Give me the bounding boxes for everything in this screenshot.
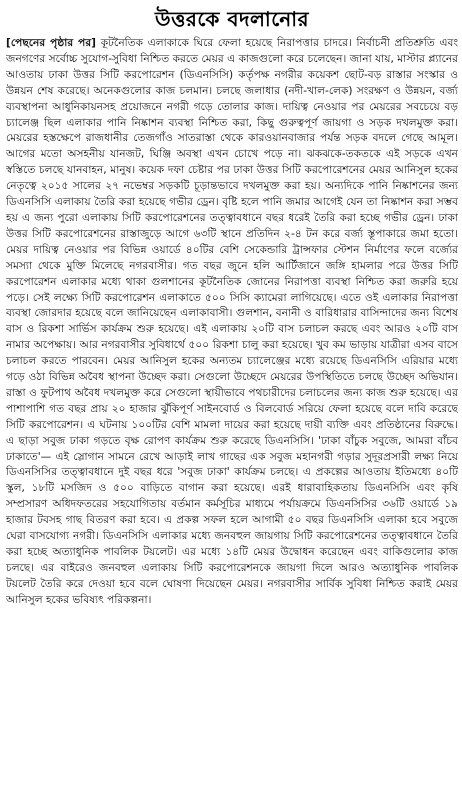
- article-body: [6, 36, 458, 802]
- continuation-tag: [পেছনের পৃষ্ঠার পর]: [6, 37, 96, 49]
- article-text: কূটনৈতিক এলাকাকে ঘিরে ফেলা হয়েছে নিরাপত্তার চাদরে। নির্বাচনী প্রতিশ্রুতি এবং জনগণের সর্বোচ্চ সুযোগ-সুবিধা নিশ্চিত করতে মেয়র এ কাজগুলো করে চলেছেন। জানা যায়, মাস্টার প্ল্যানের আওতায় ঢাকা উত্তর সিটি করপোরেশন (ডিএনসিসি) কর্তৃপক্ষ নগরীর কয়েকশ ছোট-বড় রাস্তার সংস্কার ও উন্নয়ন শেষ করেছে। অনেকগুলোর কাজ চলমান। চলছে জলাধার (নদী-খাল-লেক) সংরক্ষণ ও উন্নয়ন, বর্জ্য ব্যবস্থাপনা আধুনিকায়নসহ প্রয়োজনে নগরী গড়ে তোলার কাজ। দায়িত্ব নেওয়ার পর মেয়রের সবচেয়ে বড় চ্যালেঞ্জ ছিল এলাকার পানি নিষ্কাশন ব্যবস্থা নিশ্চিত করা, কিছু গুরুত্বপূর্ণ জায়গা ও সড়ক দখলমুক্ত করা। মেয়রের হস্তক্ষেপে রাজধানীর তেজগাঁও সাতরাস্তা থেকে কারওয়ানবাজার পর্যন্ত সড়ক বদলে গেছে আমূল। আগের মতো অসহনীয় যানজট, ঘিঞ্জি অবস্থা এখন চোখে পড়ে না। ঝকঝকে-তকতকে এই সড়কে এখন স্বস্তিতে চলছে যানবাহন, মানুষ। কয়েক দফা চেষ্টার পর ঢাকা উত্তর সিটি করপোরেশনের মেয়র আনিসুল হকের নেতৃত্বে ২০১৫ সালের ২৭ নভেম্বর সড়কটি চূড়ান্তভাবে দখলমুক্ত করা হয়। অন্যদিকে পানি নিষ্কাশনের জন্য ডিএনসিসি এলাকায় তৈরি করা হয়েছে গভীর ড্রেন। বৃষ্টি হলে পানি জমার আগেই যেন তা নিষ্কাশন করা সম্ভব হয় এ জন্য পুরো এলাকায় সিটি করপোরেশনের তত্ত্বাবধানে বছর ধরেই তৈরি করা হচ্ছে গভীর ড্রেন। ঢাকা উত্তর সিটি করপোরেশনের রাস্তাজুড়ে আগে ৬৩টি স্থানে প্রতিদিন ২-৪ টন করে বর্জ্য স্তূপাকারে জমা হতো। মেয়র দায়িত্ব নেওয়ার পর বিভিন্ন ওয়ার্ডে ৪০টির বেশি সেকেন্ডারি ট্রান্সফার স্টেশন নির্মাণের ফলে বর্জ্যের সমস্যা থেকে মুক্তি মিলেছে নগরবাসীর। গত বছর জুনে হলি আর্টিজানে জঙ্গি হামলার পরে উত্তর সিটি করপোরেশন এলাকার মধ্যে থাকা গুলশানের কূটনৈতিক জোনের নিরাপত্তা ব্যবস্থা নিশ্চিত করা জরুরি হয়ে পড়ে। সেই লক্ষ্যে সিটি করপোরেশন এলাকাতে ৫০০ সিসি ক্যামেরা লাগিয়েছে। এতে ওই এলাকার নিরাপত্তা ব্যবস্থা জোরদার হয়েছে বলে জানিয়েছেন এলাকাবাসী। গুলশান, বনানী ও বারিধারার বাসিন্দাদের জন্য বিশেষ বাস ও রিকশা সার্ভিস কার্যক্রম শুরু হয়েছে। এই এলাকায় ২০টি বাস চলাচল করছে এবং আরও ২০টি বাস নামার অপেক্ষায়। আর নগরবাসীর সুবিধার্থে ৫০০ রিকশা চালু করা হয়েছে। খুব কম ভাড়ায় যাত্রীরা এসব বাসে চলাচল করতে পারবেন। মেয়র আনিসুল হকের অন্যতম চ্যালেঞ্জের মধ্যে রয়েছে ডিএনসিসি এরিয়ার মধ্যে গড়ে ওঠা বিভিন্ন অবৈধ স্থাপনা উচ্ছেদ করা। সেগুলো উচ্ছেদে মেয়রের উপস্থিতিতে চলছে উচ্ছেদ অভিযান। রাস্তা ও ফুটপাথ অবৈধ দখলমুক্ত করে সেগুলো স্থায়ীভাবে পথচারীদের চলাচলের জন্য কাজ শুরু হয়েছে। এর পাশাপাশি গত বছর প্রায় ২০ হাজার ঝুঁকিপূর্ণ সাইনবোর্ড ও বিলবোর্ড সরিয়ে ফেলা হয়েছে বলে দাবি করেছে সিটি করপোরেশন। এ ঘটনায় ১০০টির বেশি মামলা দায়ের করা হয়েছে দায়ী ব্যক্তি এবং প্রতিষ্ঠানের বিরুদ্ধে। এ ছাড়া সবুজ ঢাকা গড়তে বৃক্ষ রোপণ কার্যক্রম শুরু করেছে ডিএনসিসি। 'ঢাকা বাঁচুক সবুজে, আমরা বাঁচব ঢাকাতে'— এই স্লোগান সামনে রেখে আড়াই লাখ গাছের এক সবুজ মহানগরী গড়ার সুদূরপ্রসারী লক্ষ্য নিয়ে ডিএনসিসির তত্ত্বাবধানে দুই বছর ধরে 'সবুজ ঢাকা' কার্যক্রম চলছে। এ প্রকল্পের আওতায় ইতিমধ্যে ৪০টি স্কুল, ১৮টি মসজিদ ও ৫০০ বাড়িতে বাগান করা হয়েছে। এরই ধারাবাহিকতায় ডিএনসিসি এবং কৃষি সম্প্রসারণ অধিদফতরের সহযোগিতায় বর্তমান কর্মসূচির মাধ্যমে পর্যায়ক্রমে ডিএনসিসির ৩৬টি ওয়ার্ডে ১৯ হাজার টবসহ গাছ বিতরণ করা হবে। এ প্রকল্প সফল হলে আগামী ৫০ বছর ডিএনসিসি এলাকা হবে সবুজে ঘেরা বাসযোগ্য নগরী। ডিএনসিসি এলাকার মধ্যে জনবহুল জায়গায় সিটি করপোরেশনের তত্ত্বাবধানে তৈরি করা হচ্ছে অত্যাধুনিক পাবলিক টয়লেট। এর মধ্যে ১৪টি মেয়র উদ্বোধন করেছেন এবং বাকিগুলোর কাজ চলছে। এর বাইরেও জনবহুল এলাকায় সিটি করপোরেশনকে জায়গা দিলে আরও অত্যাধুনিক পাবলিক টয়লেট তৈরি করে দেওয়া হবে বলে ঘোষণা দিয়েছেন মেয়র। নগরবাসীর সার্বিক সুবিধা নিশ্চিত করাই মেয়র আনিসুল হকের ভবিষ্যৎ পরিকল্পনা।: [6, 37, 458, 606]
- article-headline: উত্তরকে বদলানোর: [155, 7, 309, 31]
